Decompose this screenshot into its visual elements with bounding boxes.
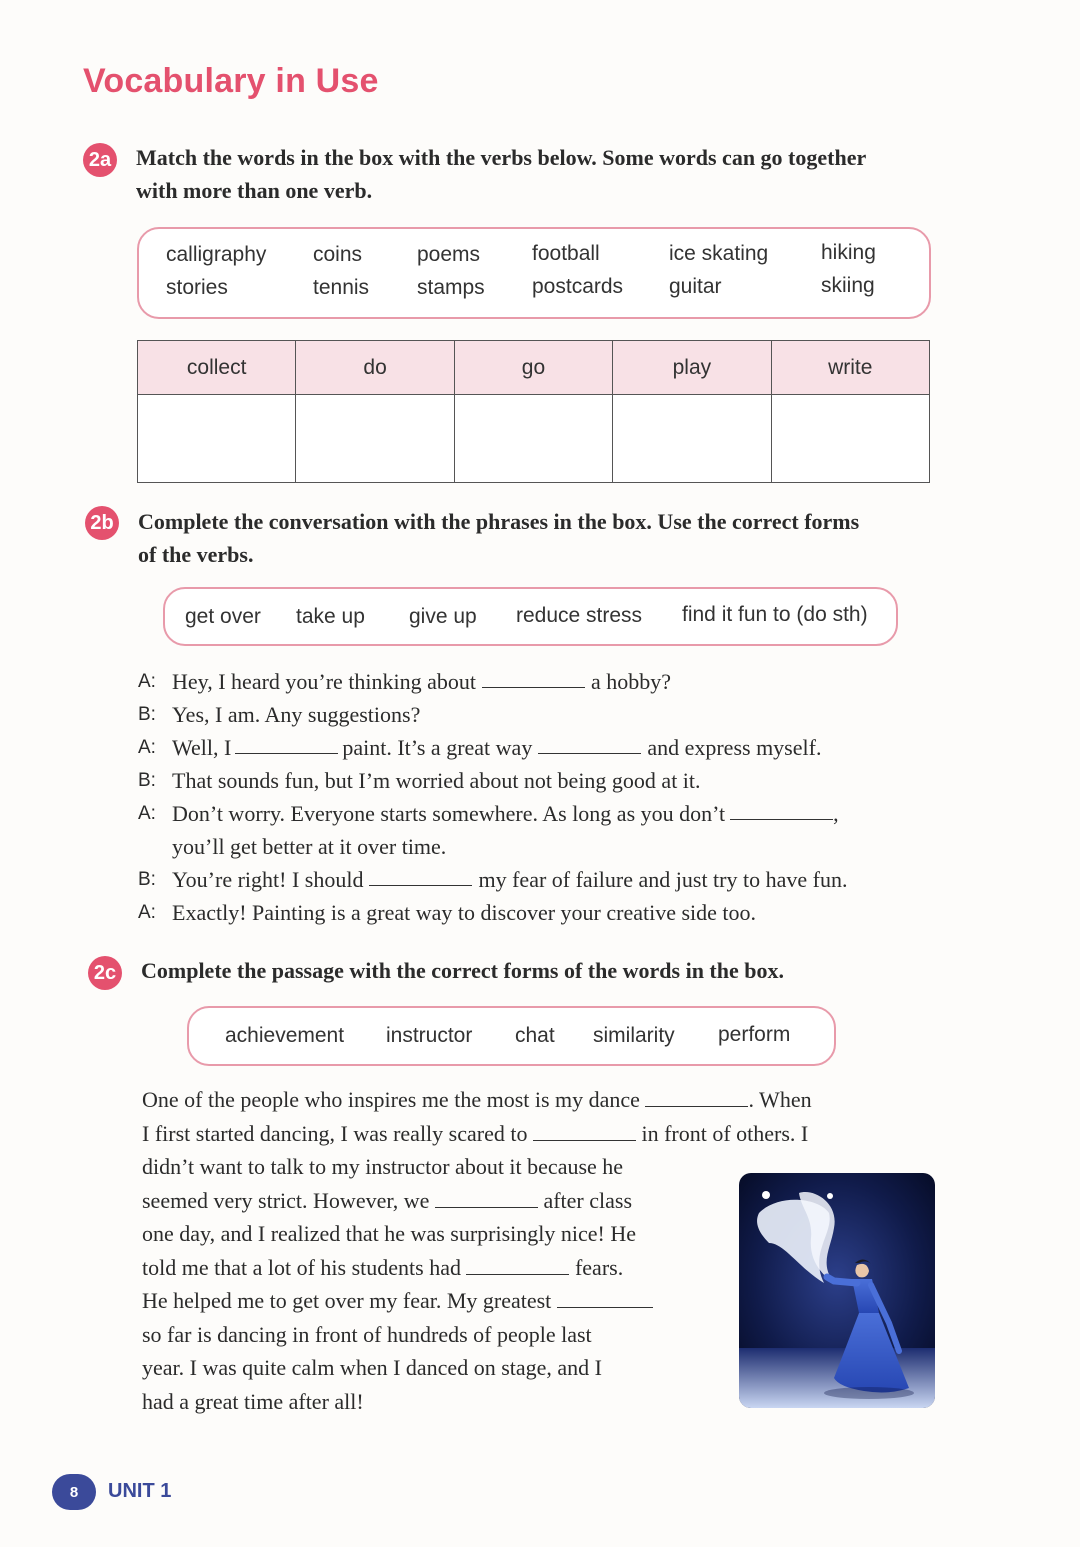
dialogue-line <box>138 731 847 764</box>
passage-line <box>142 1284 812 1318</box>
word-item: chat <box>515 1024 555 1047</box>
dialogue-line <box>138 797 847 830</box>
word-item: guitar <box>669 275 722 298</box>
answer-blank[interactable] <box>235 731 338 754</box>
passage-text: He helped me to get over my fear. My greatest <box>142 1288 552 1313</box>
passage-line: so far is dancing in front of hundreds of people last <box>142 1321 592 1347</box>
word-item: instructor <box>386 1024 473 1047</box>
dialogue-text: Well, I <box>172 735 232 760</box>
dialogue-line <box>138 698 847 731</box>
page-number: 8 <box>52 1474 96 1510</box>
dialogue-text: That sounds fun, but I’m worried about not being good at it. <box>172 768 701 793</box>
dialogue-text: Hey, I heard you’re thinking about <box>172 669 477 694</box>
dialogue-text: Yes, I am. Any suggestions? <box>172 702 421 727</box>
passage-text: told me that a lot of his students had <box>142 1254 461 1280</box>
verb-header-collect: collect <box>138 341 296 395</box>
speaker-label: B: <box>138 704 156 725</box>
passage-line <box>142 1117 812 1151</box>
answer-cell-collect[interactable] <box>138 395 296 483</box>
word-item: similarity <box>593 1024 675 1047</box>
instruction-line: with more than one verb. <box>136 178 373 203</box>
dialogue-line <box>138 830 847 863</box>
word-item: postcards <box>532 275 624 298</box>
phrase-item: find it fun to (do sth) <box>682 603 868 626</box>
dialogue-text: Exactly! Painting is a great way to discover your creative side too. <box>172 900 757 925</box>
dialogue-text: you’ll get better at it over time. <box>172 834 447 859</box>
answer-cell-do[interactable] <box>296 395 454 483</box>
answer-blank[interactable] <box>435 1185 538 1208</box>
speaker-label: A: <box>138 671 156 692</box>
unit-label: UNIT 1 <box>108 1480 172 1502</box>
instruction-line: of the verbs. <box>138 542 254 567</box>
answer-cell-go[interactable] <box>454 395 612 483</box>
verb-table <box>137 340 930 483</box>
word-item: stories <box>166 276 228 299</box>
passage-text: fears. <box>574 1254 624 1280</box>
passage-text: One of the people who inspires me the most is my dance <box>142 1087 640 1112</box>
answer-blank[interactable] <box>730 797 833 820</box>
passage-text: after class <box>543 1187 633 1213</box>
dialogue-line <box>138 764 847 797</box>
phrase-box-2b <box>163 587 898 646</box>
instruction-line: Complete the conversation with the phrases in the box. Use the correct forms <box>138 509 860 534</box>
answer-blank[interactable] <box>557 1285 653 1308</box>
speaker-label: A: <box>138 902 156 923</box>
dialogue-text: You’re right! I should <box>172 867 364 892</box>
word-item: calligraphy <box>166 243 267 266</box>
word-item: hiking <box>821 241 876 264</box>
passage-line: one day, and I realized that he was surprisingly nice! He <box>142 1221 637 1246</box>
exercise-badge-2b: 2b <box>85 506 119 540</box>
dialogue-text: Don’t worry. Everyone starts somewhere. As long as you don’t <box>172 801 726 826</box>
word-box-2a <box>137 227 931 319</box>
dialogue-line <box>138 863 847 896</box>
dialogue-line <box>138 896 847 929</box>
verb-header-play: play <box>613 341 771 395</box>
page-title: Vocabulary in Use <box>83 62 379 100</box>
answer-cell-write[interactable] <box>771 395 929 483</box>
answer-cell-play[interactable] <box>613 395 771 483</box>
passage-text: . When <box>748 1087 812 1112</box>
verb-header-go: go <box>454 341 612 395</box>
passage-text: seemed very strict. However, we <box>142 1187 430 1213</box>
word-item: football <box>532 242 600 265</box>
passage <box>142 1083 812 1418</box>
word-box-2c <box>187 1006 836 1066</box>
dialogue-text: paint. It’s a great way <box>342 735 533 760</box>
dialogue-text: , <box>833 801 839 826</box>
word-item: skiing <box>821 274 875 297</box>
speaker-label: B: <box>138 869 156 890</box>
exercise-badge-2a: 2a <box>83 143 117 177</box>
instruction-2a <box>136 141 866 207</box>
exercise-badge-2c: 2c <box>88 956 122 990</box>
conversation <box>138 665 847 929</box>
word-item: poems <box>417 243 481 266</box>
answer-blank[interactable] <box>482 665 585 688</box>
word-item: stamps <box>417 276 485 299</box>
word-item: tennis <box>313 276 370 299</box>
answer-blank[interactable] <box>369 863 472 886</box>
answer-blank[interactable] <box>466 1252 569 1275</box>
word-item: ice skating <box>669 242 769 265</box>
passage-line <box>142 1184 812 1218</box>
word-item: coins <box>313 243 363 266</box>
dialogue-text: and express myself. <box>647 735 822 760</box>
phrase-item: reduce stress <box>516 604 643 627</box>
passage-line: didn’t want to talk to my instructor about it because he <box>142 1154 624 1179</box>
passage-line <box>142 1083 812 1117</box>
verb-header-write: write <box>771 341 929 395</box>
passage-line: had a great time after all! <box>142 1388 364 1414</box>
speaker-label: A: <box>138 803 156 824</box>
passage-text: in front of others. I <box>641 1120 809 1146</box>
speaker-label <box>138 830 172 863</box>
word-item: perform <box>718 1023 791 1046</box>
dancer-photo <box>739 1173 935 1408</box>
answer-blank[interactable] <box>533 1118 636 1141</box>
dialogue-text: my fear of failure and just try to have fun. <box>478 867 848 892</box>
dialogue-text: a hobby? <box>591 669 672 694</box>
instruction-2b <box>138 505 859 571</box>
instruction-2c: Complete the passage with the correct forms of the words in the box. <box>141 958 784 983</box>
answer-blank[interactable] <box>538 731 641 754</box>
phrase-item: take up <box>296 605 365 628</box>
phrase-item: get over <box>185 605 261 628</box>
speaker-label: B: <box>138 770 156 791</box>
answer-blank[interactable] <box>645 1084 748 1107</box>
verb-header-do: do <box>296 341 454 395</box>
speaker-label: A: <box>138 737 156 758</box>
dialogue-line <box>138 665 847 698</box>
passage-text: I first started dancing, I was really scared to <box>142 1120 528 1146</box>
word-item: achievement <box>225 1024 345 1047</box>
passage-line: year. I was quite calm when I danced on stage, and I <box>142 1355 602 1380</box>
passage-line <box>142 1251 812 1285</box>
instruction-line: Match the words in the box with the verbs below. Some words can go together <box>136 145 867 170</box>
phrase-item: give up <box>409 605 477 628</box>
